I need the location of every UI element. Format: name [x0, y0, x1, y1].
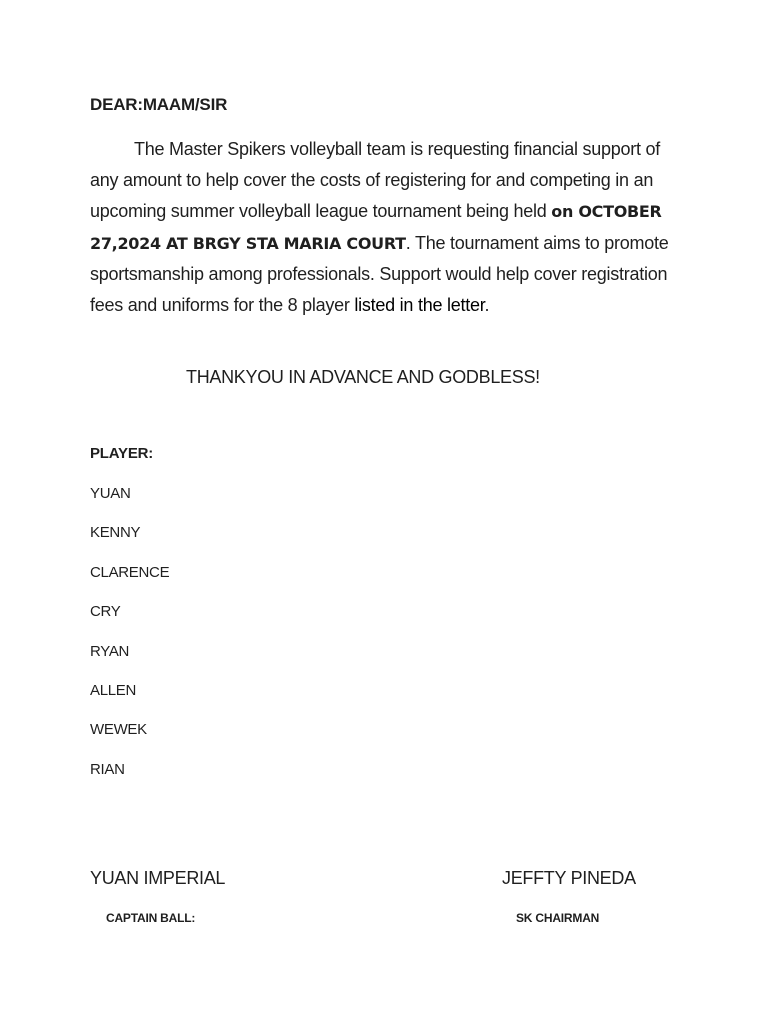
player-item: WEWEK [90, 721, 147, 739]
signatory-left-title: CAPTAIN BALL: [106, 911, 196, 925]
player-item: RYAN [90, 642, 130, 660]
signatory-right-name: JEFFTY PINEDA [502, 868, 636, 888]
body-text-part2: . The tournament aims to promote sportsmanship among professionals. Support would help cover registration fees and uniforms for the 8 player [90, 232, 669, 316]
signatory-left-name: YUAN IMPERIAL [90, 868, 226, 888]
player-item: YUAN [90, 485, 131, 502]
body-text-part4: . [484, 295, 490, 316]
player-list [90, 484, 169, 799]
closing-line: THANKYOU IN ADVANCE AND GODBLESS! [186, 367, 540, 387]
letter-body [90, 134, 670, 321]
body-text-part1: The Master Spikers volleyball team is requesting financial support of any amount to help cover the costs of registering for and competing in an upcoming summer volleyball league tournament being held [90, 139, 661, 222]
salutation: DEAR:MAAM/SIR [90, 95, 228, 114]
player-item: KENNY [90, 524, 141, 542]
player-item: CRY [90, 603, 121, 621]
players-heading: PLAYER: [90, 445, 154, 462]
body-event-details: on OCTOBER 27,2024 AT BRGY STA MARIA COURT [90, 202, 662, 253]
player-item: RIAN [90, 760, 125, 778]
signatory-right-title: SK CHAIRMAN [516, 911, 600, 925]
player-item: CLARENCE [90, 563, 170, 581]
player-item: ALLEN [90, 681, 137, 699]
body-text-part3: listed in the letter [354, 295, 485, 316]
